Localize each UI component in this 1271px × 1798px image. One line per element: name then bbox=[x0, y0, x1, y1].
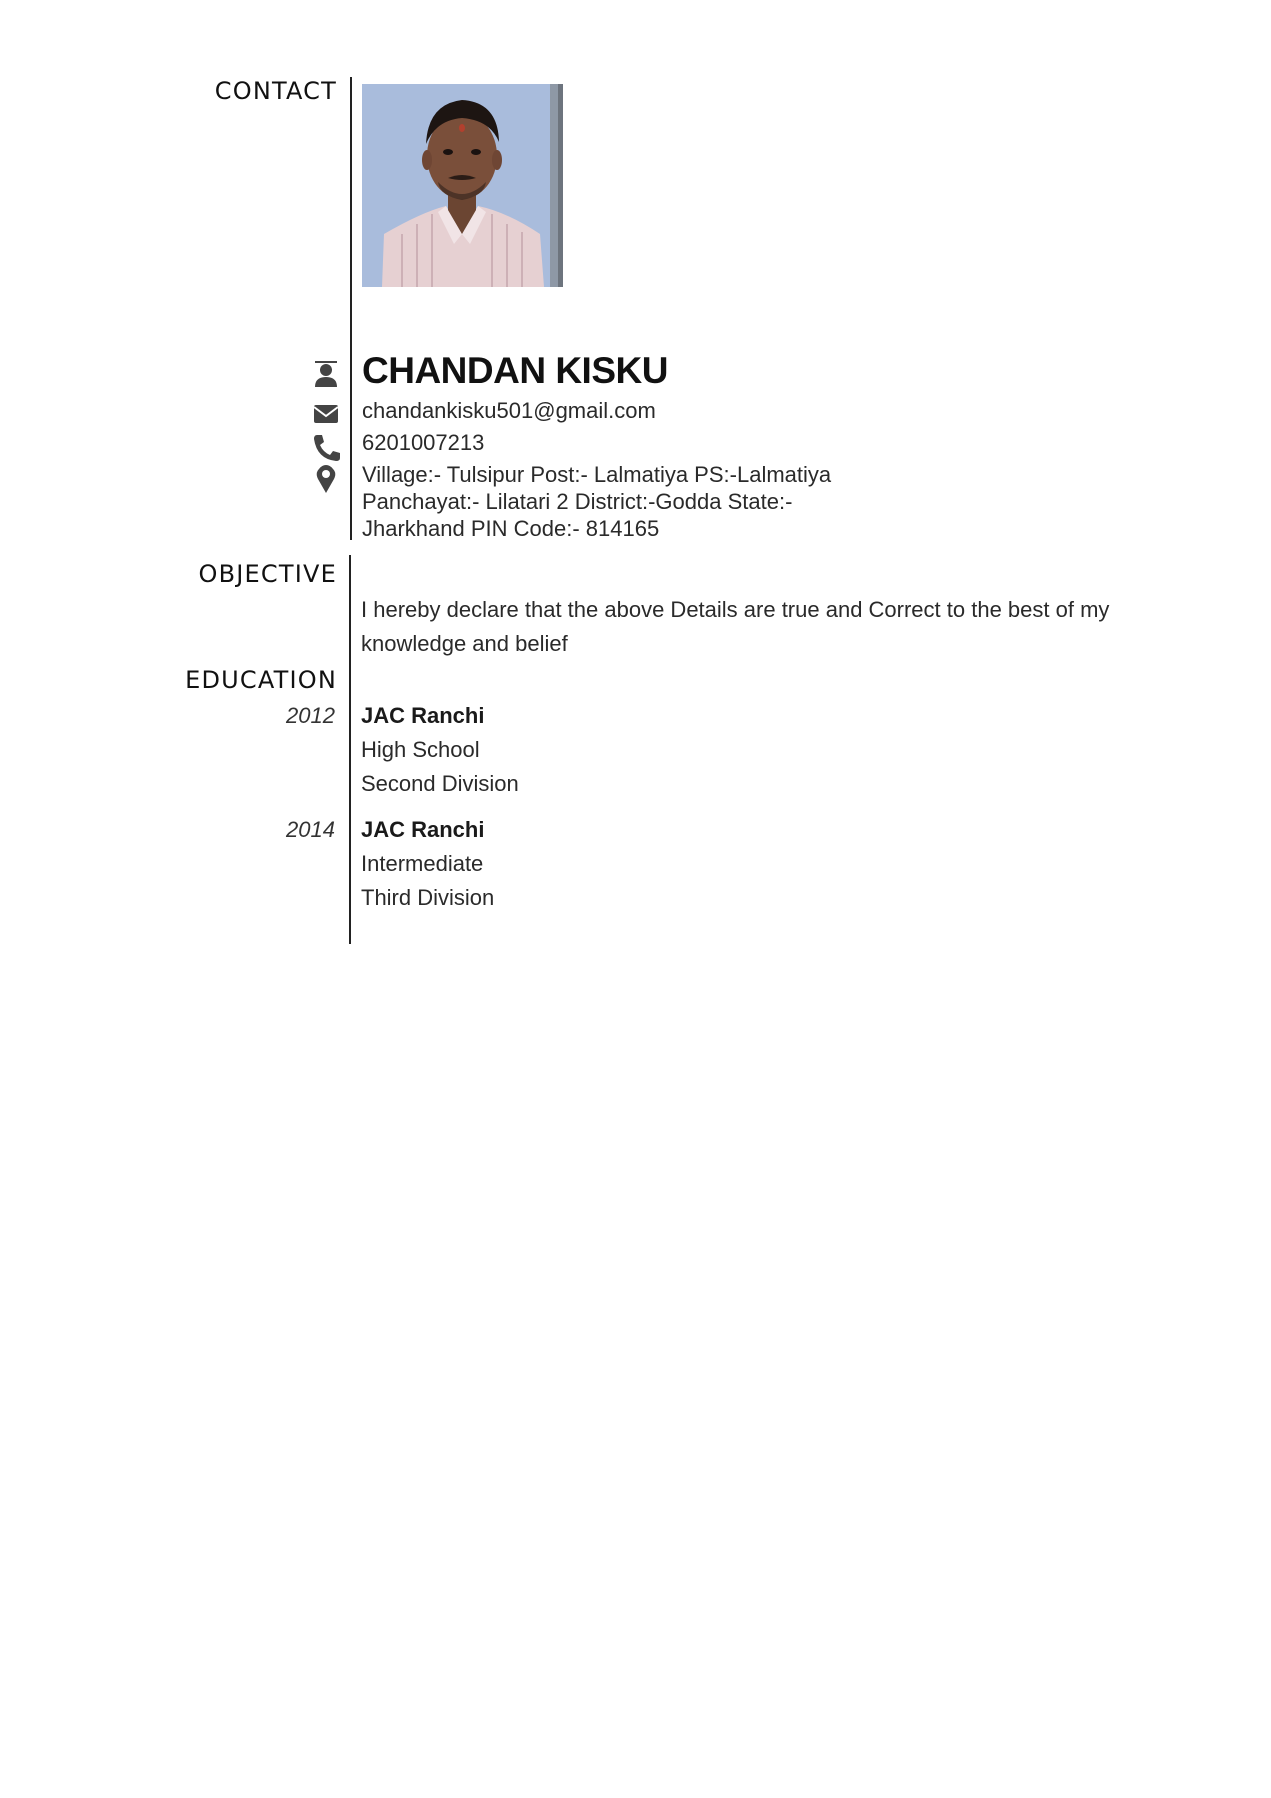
education-level: High School bbox=[361, 737, 480, 762]
email-address: chandankisku501@gmail.com bbox=[362, 398, 656, 423]
education-institution: JAC Ranchi bbox=[361, 817, 485, 842]
phone-icon bbox=[309, 432, 343, 462]
education-result: Second Division bbox=[361, 771, 519, 796]
education-level: Intermediate bbox=[361, 851, 484, 876]
section-title-objective: OBJECTIVE bbox=[198, 560, 337, 588]
section-title-contact: CONTACT bbox=[214, 77, 337, 105]
education-entry bbox=[361, 699, 519, 801]
full-name: CHANDAN KISKU bbox=[362, 350, 668, 391]
address-line: Jharkhand PIN Code:- 814165 bbox=[362, 516, 660, 541]
education-year: 2014 bbox=[286, 817, 335, 842]
education-result: Third Division bbox=[361, 885, 495, 910]
education-institution: JAC Ranchi bbox=[361, 703, 485, 728]
location-pin-icon bbox=[309, 464, 343, 494]
profile-photo bbox=[362, 84, 563, 287]
contact-divider bbox=[350, 77, 352, 540]
envelope-icon bbox=[309, 399, 343, 429]
education-year: 2012 bbox=[286, 703, 335, 728]
person-icon bbox=[309, 359, 343, 389]
address-line: Panchayat:- Lilatari 2 District:-Godda State:- bbox=[362, 489, 793, 514]
phone-number: 6201007213 bbox=[362, 430, 485, 455]
address-line: Village:- Tulsipur Post:- Lalmatiya PS:-Lalmatiya bbox=[362, 462, 832, 487]
section-title-education: EDUCATION bbox=[185, 666, 337, 694]
objective-text: I hereby declare that the above Details are true and Correct to the best of my knowledge and belief bbox=[361, 597, 1110, 656]
education-entry bbox=[361, 813, 494, 915]
postal-address bbox=[362, 461, 831, 542]
objective-education-divider bbox=[349, 555, 351, 944]
